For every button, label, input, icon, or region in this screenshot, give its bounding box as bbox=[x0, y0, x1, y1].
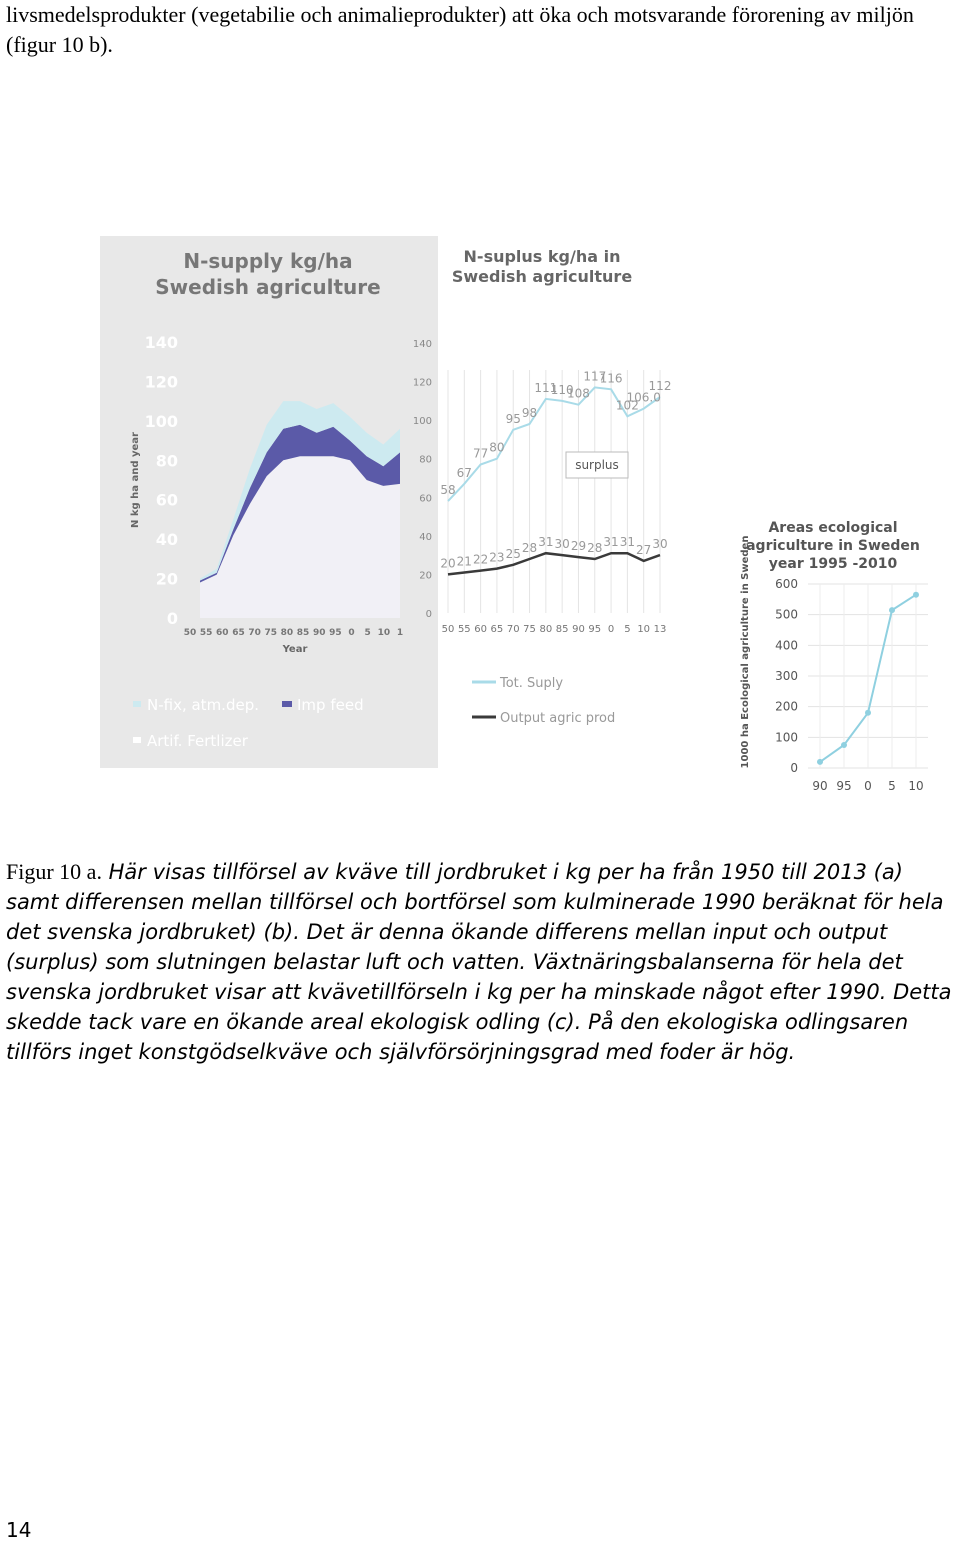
x-tick-label: 50 bbox=[183, 628, 197, 638]
legend-label-output: Output agric prod bbox=[500, 711, 616, 726]
x-tick-label: 55 bbox=[199, 628, 213, 638]
legend-swatch-nfix bbox=[133, 701, 141, 707]
panel-b-title-line1: N-suplus kg/ha in bbox=[463, 247, 621, 266]
data-label: 30 bbox=[652, 537, 668, 552]
data-label: 67 bbox=[456, 465, 472, 480]
x-tick-label: 10 bbox=[908, 779, 924, 793]
panel-a-xlabel: Year bbox=[282, 644, 308, 655]
y-tick-label: 100 bbox=[775, 730, 798, 745]
y-tick-label: 20 bbox=[155, 569, 178, 589]
panel-b-legend bbox=[472, 676, 615, 726]
data-label: 31 bbox=[619, 535, 636, 550]
page-number: 14 bbox=[6, 1518, 32, 1542]
data-label: 25 bbox=[505, 546, 521, 561]
legend-label-imp-feed: Imp feed bbox=[297, 696, 364, 714]
y-tick-label: 200 bbox=[775, 699, 798, 714]
data-label: 110 bbox=[550, 382, 574, 397]
y-tick-label: 600 bbox=[775, 577, 798, 591]
data-label: 106.0 bbox=[626, 390, 661, 405]
panel-a-ylabel: N kg ha and year bbox=[130, 432, 141, 528]
x-tick-label: 0 bbox=[607, 624, 615, 635]
data-point bbox=[817, 759, 823, 765]
x-tick-label: 90 bbox=[572, 624, 585, 635]
legend-label-nfix: N-fix, atm.dep. bbox=[147, 696, 259, 714]
data-label: 58 bbox=[440, 483, 456, 498]
intro-paragraph: livsmedelsprodukter (vegetabilie och animalieprodukter) att öka och motsvarande förorening av miljön (figur 10 b). bbox=[6, 2, 914, 57]
x-tick-label: 5 bbox=[364, 628, 371, 638]
data-label: 116 bbox=[599, 371, 623, 386]
y-tick-label: 500 bbox=[775, 607, 798, 622]
data-point bbox=[841, 742, 847, 748]
data-label: 30 bbox=[554, 537, 570, 552]
x-tick-label: 5 bbox=[624, 624, 631, 635]
data-label: 80 bbox=[489, 440, 505, 455]
panel-c-ecological-area bbox=[740, 520, 928, 793]
data-label: 108 bbox=[567, 386, 590, 401]
x-tick-label: 5 bbox=[888, 779, 896, 793]
y-tick-label: 40 bbox=[419, 531, 432, 543]
y-tick-label: 140 bbox=[144, 333, 178, 352]
legend-label-tot-supply: Tot. Suply bbox=[500, 676, 564, 691]
data-label: 28 bbox=[587, 541, 603, 555]
panel-a-title-line1: N-supply kg/ha bbox=[183, 249, 353, 273]
y-tick-label: 100 bbox=[412, 416, 432, 428]
x-tick-label: 80 bbox=[280, 628, 294, 638]
panel-c-x-ticks bbox=[812, 779, 923, 793]
panel-c-y-ticks bbox=[775, 577, 798, 775]
x-tick-label: 0 bbox=[864, 779, 872, 793]
y-tick-label: 0 bbox=[790, 761, 798, 775]
x-tick-label: 80 bbox=[539, 624, 553, 635]
panel-b-x-ticks bbox=[442, 624, 667, 635]
panel-b-nsurplus bbox=[413, 247, 672, 726]
panel-c-ylabel: 1000 ha Ecological agriculture in Sweden bbox=[740, 535, 751, 769]
x-tick-label: 75 bbox=[523, 624, 536, 635]
x-tick-label: 55 bbox=[457, 624, 471, 635]
x-tick-label: 95 bbox=[588, 624, 602, 635]
data-point bbox=[865, 710, 871, 716]
y-tick-label: 80 bbox=[419, 454, 432, 466]
y-tick-label: 140 bbox=[412, 339, 432, 350]
x-tick-label: 90 bbox=[312, 628, 326, 638]
data-label: 27 bbox=[636, 542, 652, 557]
data-label: 21 bbox=[456, 554, 472, 569]
data-label: 28 bbox=[521, 541, 538, 555]
x-tick-label: 90 bbox=[812, 779, 828, 793]
legend-swatch-artif bbox=[133, 737, 141, 743]
x-tick-label: 85 bbox=[555, 624, 569, 635]
panel-c-title-line1: Areas ecological bbox=[768, 520, 898, 536]
data-point bbox=[889, 607, 895, 613]
x-tick-label: 65 bbox=[490, 624, 504, 635]
caption-lead: Figur 10 a. bbox=[6, 859, 102, 884]
x-tick-label: 85 bbox=[296, 628, 310, 638]
x-tick-label: 0 bbox=[348, 628, 355, 638]
x-tick-label: 10 bbox=[377, 628, 391, 638]
x-tick-label: 60 bbox=[216, 628, 229, 638]
x-tick-label: 50 bbox=[441, 624, 455, 635]
data-label: 111 bbox=[534, 380, 558, 395]
y-tick-label: 400 bbox=[775, 638, 798, 653]
x-tick-label: 70 bbox=[248, 628, 261, 638]
x-tick-label: 65 bbox=[232, 628, 245, 638]
legend-label-artif: Artif. Fertlizer bbox=[147, 732, 248, 750]
x-tick-label: 75 bbox=[264, 628, 278, 638]
panel-c-title-line3: year 1995 -2010 bbox=[768, 556, 898, 572]
x-tick-label: 60 bbox=[474, 624, 487, 635]
y-tick-label: 40 bbox=[155, 530, 178, 550]
y-tick-label: 80 bbox=[155, 451, 178, 471]
x-tick-label: 1 bbox=[396, 628, 404, 638]
surplus-label: surplus bbox=[575, 458, 619, 472]
panel-a-nsupply bbox=[100, 236, 438, 768]
data-label: 23 bbox=[489, 550, 505, 565]
y-tick-label: 60 bbox=[155, 490, 178, 510]
panel-c-title-line2: agriculture in Sweden bbox=[746, 538, 920, 554]
x-tick-label: 95 bbox=[836, 779, 852, 793]
panel-b-surplus-box bbox=[566, 452, 628, 478]
y-tick-label: 0 bbox=[166, 609, 178, 628]
data-label: 29 bbox=[570, 539, 587, 554]
y-tick-label: 0 bbox=[425, 609, 432, 620]
data-label: 22 bbox=[472, 552, 489, 567]
x-tick-label: 70 bbox=[506, 624, 520, 635]
legend-swatch-imp-feed bbox=[282, 701, 292, 707]
data-point bbox=[913, 592, 919, 598]
figure-caption bbox=[6, 857, 956, 1067]
data-label: 102 bbox=[615, 398, 639, 413]
panel-c-grid bbox=[808, 584, 928, 768]
data-label: 77 bbox=[472, 446, 489, 461]
data-label: 95 bbox=[505, 411, 521, 426]
data-label: 31 bbox=[538, 535, 554, 550]
y-tick-label: 120 bbox=[144, 372, 178, 392]
x-tick-label: 13 bbox=[653, 624, 667, 635]
panel-b-title-line2: Swedish agriculture bbox=[451, 267, 633, 286]
x-tick-label: 10 bbox=[637, 624, 651, 635]
data-label: 117 bbox=[583, 369, 607, 384]
data-label: 20 bbox=[440, 556, 456, 571]
data-label: 98 bbox=[521, 406, 538, 420]
x-tick-label: 95 bbox=[329, 628, 342, 638]
y-tick-label: 60 bbox=[419, 493, 432, 505]
data-label: 31 bbox=[603, 535, 619, 550]
y-tick-label: 100 bbox=[144, 411, 178, 431]
y-tick-label: 20 bbox=[419, 570, 432, 582]
caption-body: Här visas tillförsel av kväve till jordbruket i kg per ha från 1950 till 2013 (a) samt differensen mellan tillförsel och bortförsel som kulminerade 1990 beräknat för hela det svenska jordbruket) (b). Det är denna ökande differens mellan input och output (surplus) som slutningen belastar luft och vatten. Växtnäringsbalanserna för hela det svenska jordbruket visar att kvävetillförseln i kg per ha minskade något efter 1990. Detta skedde tack vare en ökande areal ekologisk odling (c). På den ekologiska odlingsaren tillförs inget konstgödselkväve och självförsörjningsgrad med foder är hög. bbox=[6, 860, 952, 1064]
y-tick-label: 300 bbox=[775, 669, 798, 683]
y-tick-label: 120 bbox=[412, 377, 432, 389]
data-label: 112 bbox=[648, 379, 672, 393]
panel-a-title-line2: Swedish agriculture bbox=[155, 275, 381, 299]
